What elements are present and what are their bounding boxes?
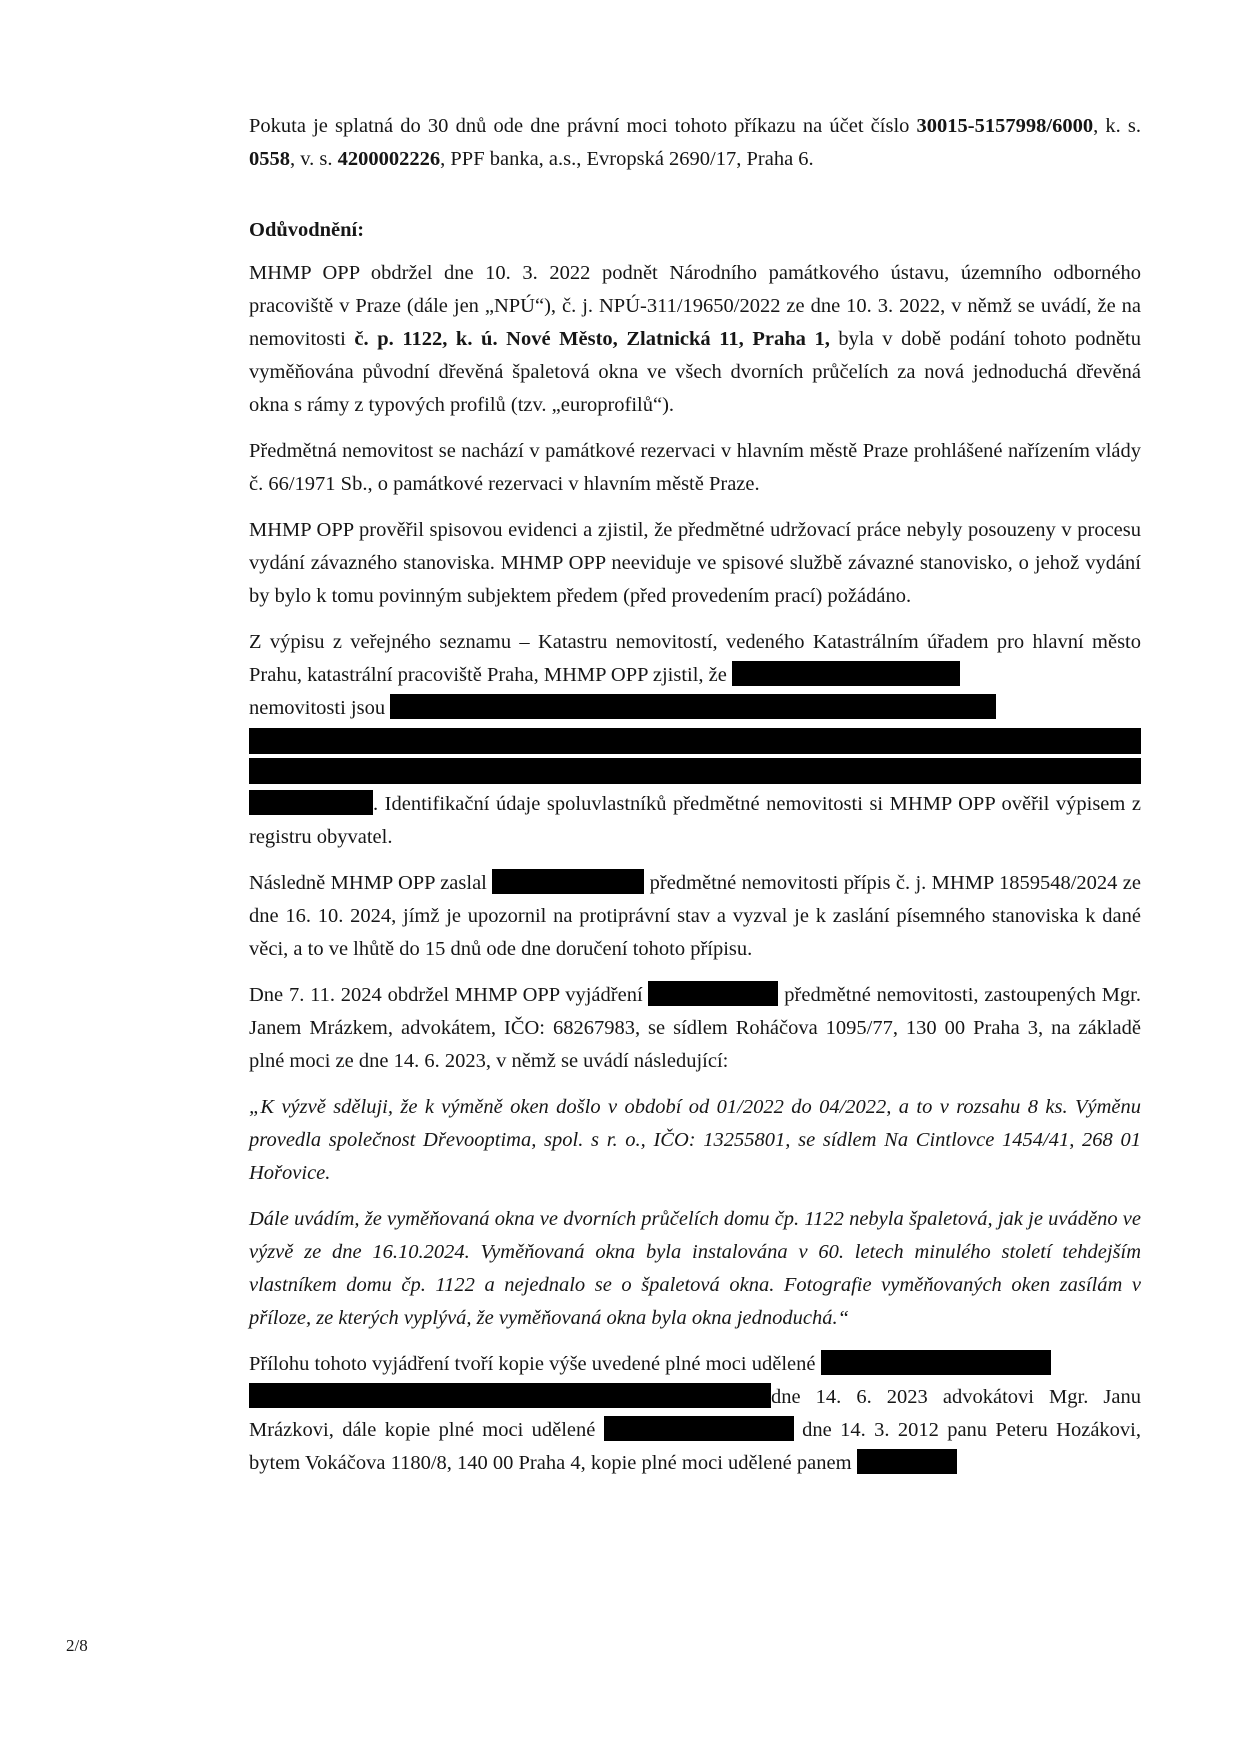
reasoning-paragraph-3: MHMP OPP prověřil spisovou evidenci a zjistil, že předmětné udržovací práce nebyly posouzeny v procesu vydání závazného stanoviska. MHMP OPP neeviduje ve spisové službě závazné stanovisko, o jehož vydání by bylo k tomu povinným subjektem předem (před provedením prací) požádáno.	[249, 519, 1141, 607]
document-body	[249, 110, 1141, 1493]
quote-paragraph-1: „K výzvě sděluji, že k výměně oken došlo v období od 01/2022 do 04/2022, a to v rozsahu 8 ks. Výměnu provedla společnost Dřevooptima, spol. s r. o., IČO: 13255801, se sídlem Na Cintlovce 1454/41, 268 01 Hořovice.	[249, 1096, 1141, 1184]
redaction-block	[249, 790, 373, 815]
redaction-block	[821, 1350, 1051, 1375]
cadastre-paragraph: Z výpisu z veřejného seznamu – Katastru nemovitostí, vedeného Katastrálním úřadem pro hlavní město Prahu, katastrální pracoviště Praha, MHMP OPP zjistil, že nemovitosti jsou . Identifikační údaje spoluvlastníků předmětné nemovitosti si MHMP OPP ověřil výpisem z registru obyvatel.	[249, 631, 1141, 848]
redaction-block	[732, 661, 960, 686]
redaction-block	[249, 758, 1141, 784]
redaction-block	[857, 1449, 957, 1474]
notice-paragraph: Následně MHMP OPP zaslal předmětné nemovitosti přípis č. j. MHMP 1859548/2024 ze dne 16. 10. 2024, jímž je upozornil na protiprávní stav a vyzval je k zaslání písemného stanoviska k dané věci, a to ve lhůtě do 15 dnů ode dne doručení tohoto přípisu.	[249, 867, 1141, 966]
quote-paragraph-2: Dále uvádím, že vyměňovaná okna ve dvorních průčelích domu čp. 1122 nebyla špaletová, jak je uváděno ve výzvě ze dne 16.10.2024. Vyměňovaná okna byla instalována v 60. letech minulého století tehdejším vlastníkem domu čp. 1122 a nejednalo se o špaletová okna. Fotografie vyměňovaných oken zasílám v příloze, ze kterých vyplývá, že vyměňovaná okna byla okna jednoduchá.“	[249, 1208, 1141, 1329]
redaction-block	[249, 728, 1141, 754]
redaction-block	[390, 694, 996, 719]
payment-paragraph: Pokuta je splatná do 30 dnů ode dne právní moci tohoto příkazu na účet číslo 30015-5157998/6000, k. s. 0558, v. s. 4200002226, PPF banka, a.s., Evropská 2690/17, Praha 6.	[249, 115, 1141, 170]
constant-symbol: 0558	[249, 148, 290, 170]
page-number: 2/8	[66, 1636, 88, 1655]
redaction-block	[648, 981, 778, 1006]
variable-symbol: 4200002226	[337, 148, 441, 170]
reasoning-paragraph-1: MHMP OPP obdržel dne 10. 3. 2022 podnět Národního památkového ústavu, územního odborného pracoviště v Praze (dále jen „NPÚ“), č. j. NPÚ-311/19650/2022 ze dne 10. 3. 2022, v němž se uvádí, že na nemovitosti č. p. 1122, k. ú. Nové Město, Zlatnická 11, Praha 1, byla v době podání tohoto podnětu vyměňována původní dřevěná špaletová okna ve všech dvorních průčelích za nová jednoduchá dřevěná okna s rámy z typových profilů (tzv. „europrofilů“).	[249, 262, 1141, 416]
property-address: č. p. 1122, k. ú. Nové Město, Zlatnická 11, Praha 1,	[354, 328, 830, 350]
statement-paragraph: Dne 7. 11. 2024 obdržel MHMP OPP vyjádření předmětné nemovitosti, zastoupených Mgr. Janem Mrázkem, advokátem, IČO: 68267983, se sídlem Roháčova 1095/77, 130 00 Praha 3, na základě plné moci ze dne 14. 6. 2023, v němž se uvádí následující:	[249, 979, 1141, 1078]
redaction-block	[249, 1383, 771, 1408]
redaction-block	[492, 869, 644, 894]
reasoning-paragraph-2: Předmětná nemovitost se nachází v památkové rezervaci v hlavním městě Praze prohlášené nařízením vlády č. 66/1971 Sb., o památkové rezervaci v hlavním městě Praze.	[249, 440, 1141, 495]
account-number: 30015-5157998/6000	[916, 115, 1094, 137]
section-heading: Odůvodnění:	[249, 219, 365, 241]
attachment-paragraph: Přílohu tohoto vyjádření tvoří kopie výše uvedené plné moci udělené dne 14. 6. 2023 advokátovi Mgr. Janu Mrázkovi, dále kopie plné moci udělené dne 14. 3. 2012 panu Peteru Hozákovi, bytem Vokáčova 1180/8, 140 00 Praha 4, kopie plné moci udělené panem	[249, 1348, 1141, 1480]
redaction-block	[604, 1416, 794, 1441]
